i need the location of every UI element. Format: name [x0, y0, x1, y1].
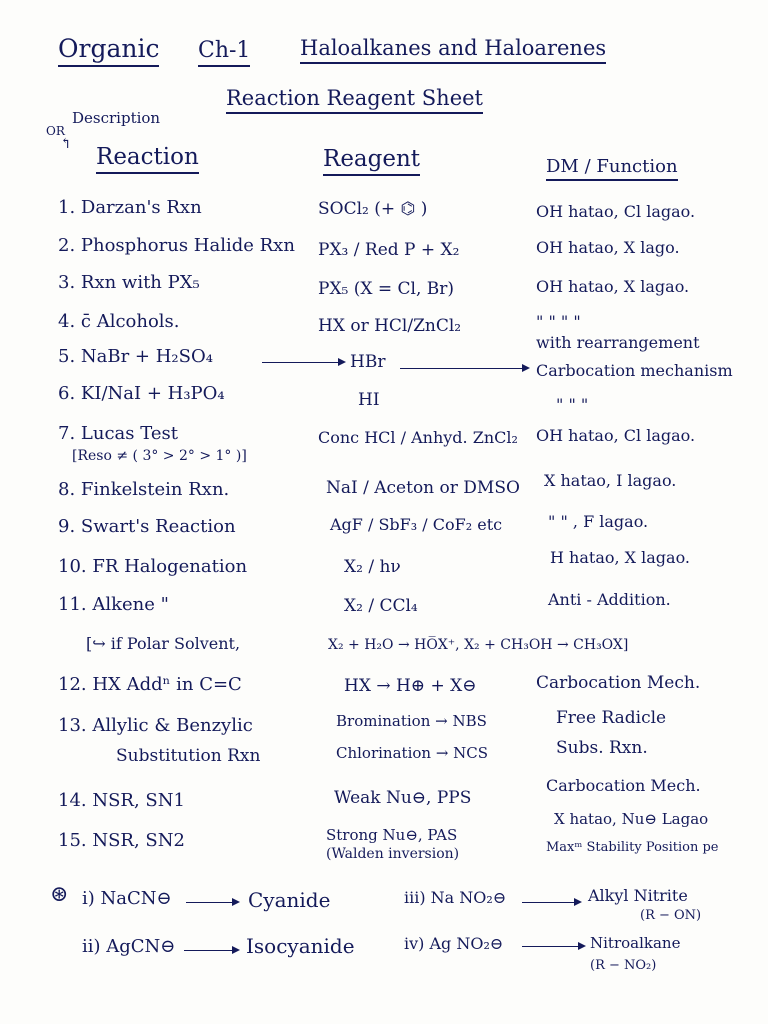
row-15-dm: X hatao, Nu⊖ Lagao [554, 810, 709, 828]
row-8-reaction: 8. Finkelstein Rxn. [58, 479, 230, 500]
row-2-dm: OH hatao, X lago. [536, 238, 680, 257]
description-label: Description [72, 109, 161, 127]
row-1-reaction: 1. Darzan's Rxn [58, 197, 202, 218]
row-5-reagent: HBr [350, 352, 386, 372]
row-13-reagent-bromination: Bromination → NBS [336, 712, 487, 730]
row-4-reaction: 4. c̄ Alcohols. [58, 311, 180, 332]
row-4-dm: " " " " [536, 312, 581, 331]
note-iv-product: Nitroalkane [590, 934, 681, 952]
note-iii-product: Alkyl Nitrite [588, 886, 688, 905]
row-2-reaction: 2. Phosphorus Halide Rxn [58, 235, 295, 256]
row-15-dm-cont: Maxᵐ Stability Position pe [546, 840, 719, 855]
arrow-icon [522, 946, 584, 947]
column-header-reaction: Reaction [96, 144, 199, 174]
row-1-reagent: SOCl₂ (+ ⌬ ) [318, 199, 428, 219]
row-5b-dm: Carbocation mechanism [536, 361, 733, 380]
row-7-reaction: 7. Lucas Test [58, 423, 178, 444]
row-1-dm: OH hatao, Cl lagao. [536, 202, 696, 221]
arrow-icon [400, 368, 528, 369]
row-11-reaction: 11. Alkene " [58, 594, 169, 615]
row-11-dm: Anti - Addition. [548, 590, 671, 609]
note-iv-reagent: iv) Ag NO₂⊖ [404, 934, 504, 953]
or-label: OR [46, 124, 65, 138]
row-5-dm: with rearrangement [536, 333, 700, 352]
curved-arrow-icon: ↰ [60, 136, 72, 152]
row-3-reagent: PX₅ (X = Cl, Br) [318, 279, 455, 299]
row-11-polar-products: X₂ + H₂O → HO̅X⁺, X₂ + CH₃OH → CH₃OX] [328, 637, 629, 653]
row-2-reagent: PX₃ / Red P + X₂ [318, 240, 460, 260]
note-i-product: Cyanide [248, 888, 331, 912]
row-12-reaction: 12. HX Addⁿ in C=C [58, 674, 242, 695]
row-15-reagent-note: (Walden inversion) [326, 846, 460, 862]
note-ii-reagent: ii) AgCN⊖ [82, 936, 176, 957]
row-15-reaction: 15. NSR, SN2 [58, 830, 185, 851]
note-i-reagent: i) NaCN⊖ [82, 888, 172, 909]
row-9-reagent: AgF / SbF₃ / CoF₂ etc [330, 515, 503, 534]
row-9-reaction: 9. Swart's Reaction [58, 516, 236, 537]
note-ii-product: Isocyanide [246, 934, 355, 958]
row-12-dm: Carbocation Mech. [536, 673, 701, 693]
row-8-dm: X hatao, I lagao. [544, 471, 677, 490]
row-6-dm: " " " [556, 395, 589, 414]
star-icon: ⊛ [50, 882, 69, 907]
row-7-reagent: Conc HCl / Anhyd. ZnCl₂ [318, 428, 518, 447]
row-10-reagent: X₂ / hν [344, 557, 401, 577]
row-6-reaction: 6. KI/NaI + H₃PO₄ [58, 383, 225, 404]
chapter-label: Ch-1 [198, 38, 250, 67]
note-iii-formula: (R − ON) [640, 908, 702, 923]
row-5-reaction: 5. NaBr + H₂SO₄ [58, 346, 213, 367]
row-13-dm: Free Radicle [556, 708, 667, 728]
row-13-reaction: 13. Allylic & Benzylic [58, 715, 253, 736]
note-iii-reagent: iii) Na NO₂⊖ [404, 888, 507, 907]
arrow-icon [522, 902, 580, 903]
row-4-reagent: HX or HCl/ZnCl₂ [318, 316, 462, 336]
note-iv-formula: (R − NO₂) [590, 958, 657, 973]
row-13-dm-cont: Subs. Rxn. [556, 738, 648, 758]
row-6-reagent: HI [358, 390, 380, 410]
subject-title: Organic [58, 34, 159, 67]
row-3-dm: OH hatao, X lagao. [536, 277, 690, 296]
arrow-icon [262, 362, 344, 363]
row-11-polar-note: [↪ if Polar Solvent, [86, 634, 241, 653]
row-10-reaction: 10. FR Halogenation [58, 556, 248, 577]
column-header-reagent: Reagent [323, 146, 420, 176]
column-header-dm: DM / Function [546, 156, 678, 181]
row-14-reaction: 14. NSR, SN1 [58, 790, 185, 811]
arrow-icon [186, 902, 238, 903]
row-11-reagent: X₂ / CCl₄ [344, 596, 418, 616]
topic-title: Haloalkanes and Haloarenes [300, 36, 606, 64]
arrow-icon [184, 950, 238, 951]
row-8-reagent: NaI / Aceton or DMSO [326, 478, 520, 498]
row-15-reagent: Strong Nu⊖, PAS [326, 826, 458, 844]
row-13-reaction-cont: Substitution Rxn [116, 746, 261, 766]
row-7-note: [Reso ≠ ( 3° > 2° > 1° )] [72, 448, 247, 464]
row-14-dm: Carbocation Mech. [546, 776, 701, 795]
row-7-dm: OH hatao, Cl lagao. [536, 426, 696, 445]
row-14-reagent: Weak Nu⊖, PPS [334, 788, 472, 808]
sheet-title: Reaction Reagent Sheet [226, 86, 483, 114]
row-9-dm: " " , F lagao. [548, 512, 649, 531]
row-12-reagent: HX → H⊕ + X⊖ [344, 676, 477, 696]
row-13-reagent-chlorination: Chlorination → NCS [336, 744, 489, 762]
row-3-reaction: 3. Rxn with PX₅ [58, 272, 200, 293]
row-10-dm: H hatao, X lagao. [550, 548, 691, 567]
